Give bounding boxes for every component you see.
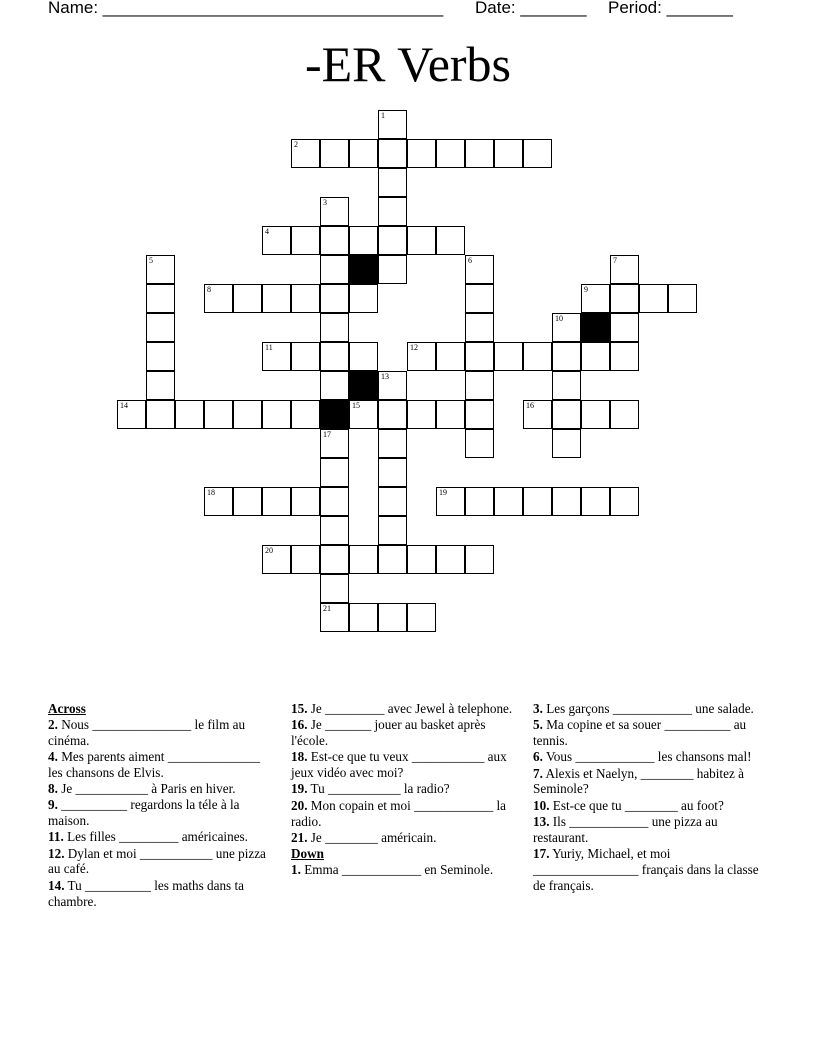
clue-item: [48, 717, 276, 749]
crossword-cell[interactable]: [552, 371, 581, 400]
crossword-cell[interactable]: [291, 342, 320, 371]
clue-number-label: 17.: [533, 846, 550, 862]
crossword-cell[interactable]: [378, 429, 407, 458]
clue-number-label: 14.: [48, 877, 65, 893]
crossword-block: [320, 400, 349, 429]
crossword-cell[interactable]: [523, 487, 552, 516]
crossword-cell[interactable]: [610, 313, 639, 342]
crossword-cell[interactable]: [494, 342, 523, 371]
crossword-cell[interactable]: [494, 139, 523, 168]
clue-text: Dylan et moi ___________ une pizza au café.: [48, 845, 266, 877]
clues-column-3: [533, 701, 761, 894]
clue-text: Les garçons ____________ une salade.: [542, 701, 754, 716]
crossword-cell[interactable]: [465, 487, 494, 516]
crossword-cell[interactable]: [349, 139, 378, 168]
across-clue-list: [48, 717, 276, 910]
clue-item: [48, 878, 276, 910]
crossword-cell[interactable]: [523, 400, 552, 429]
crossword-cell[interactable]: [465, 284, 494, 313]
crossword-cell[interactable]: [552, 487, 581, 516]
crossword-cell[interactable]: [320, 342, 349, 371]
crossword-cell[interactable]: [146, 255, 175, 284]
crossword-cell[interactable]: [291, 139, 320, 168]
crossword-cell[interactable]: [436, 400, 465, 429]
crossword-cell[interactable]: [610, 487, 639, 516]
clue-text: Tu __________ les maths dans ta chambre.: [48, 877, 244, 909]
clue-number: 16: [526, 401, 534, 410]
clues-column-2: [291, 701, 519, 878]
crossword-block: [349, 371, 378, 400]
clue-item: [291, 862, 519, 878]
crossword-cell[interactable]: [262, 284, 291, 313]
crossword-cell[interactable]: [494, 487, 523, 516]
crossword-cell[interactable]: [291, 487, 320, 516]
crossword-cell[interactable]: [320, 487, 349, 516]
crossword-cell[interactable]: [349, 545, 378, 574]
crossword-cell[interactable]: [262, 342, 291, 371]
crossword-cell[interactable]: [378, 516, 407, 545]
crossword-cell[interactable]: [436, 139, 465, 168]
clue-number: 17: [323, 430, 331, 439]
clue-number: 14: [120, 401, 128, 410]
crossword-cell[interactable]: [378, 400, 407, 429]
crossword-cell[interactable]: [465, 255, 494, 284]
clue-text: Vous ____________ les chansons mal!: [542, 749, 752, 765]
clue-number-label: 5.: [533, 717, 543, 733]
crossword-cell[interactable]: [320, 139, 349, 168]
crossword-cell[interactable]: [581, 400, 610, 429]
crossword-cell[interactable]: [320, 371, 349, 400]
crossword-cell[interactable]: [610, 342, 639, 371]
crossword-cell[interactable]: [320, 197, 349, 226]
clue-number-label: 21.: [291, 829, 308, 845]
crossword-cell[interactable]: [262, 400, 291, 429]
crossword-cell[interactable]: [407, 603, 436, 632]
clue-number: 11: [265, 343, 273, 352]
clue-text: Ma copine et sa souer __________ au tennis.: [533, 717, 747, 749]
crossword-cell[interactable]: [349, 400, 378, 429]
crossword-cell[interactable]: [320, 574, 349, 603]
crossword-cell[interactable]: [204, 284, 233, 313]
clue-number: 2: [294, 140, 298, 149]
clue-number-label: 11.: [48, 829, 64, 845]
clue-number-label: 6.: [533, 749, 543, 765]
crossword-cell[interactable]: [378, 458, 407, 487]
clue-number: 7: [613, 256, 617, 265]
crossword-cell[interactable]: [349, 284, 378, 313]
clue-item: [48, 797, 276, 829]
date-field-label[interactable]: Date: _______: [475, 0, 587, 17]
crossword-cell[interactable]: [523, 139, 552, 168]
clue-text: Mon copain et moi ____________ la radio.: [291, 797, 507, 829]
crossword-cell[interactable]: [407, 545, 436, 574]
clue-text: Nous _______________ le film au cinéma.: [48, 716, 246, 748]
clue-item: [48, 829, 276, 845]
clue-item: [291, 749, 519, 781]
crossword-cell[interactable]: [552, 342, 581, 371]
crossword-cell[interactable]: [407, 139, 436, 168]
crossword-cell[interactable]: [436, 226, 465, 255]
crossword-cell[interactable]: [436, 487, 465, 516]
crossword-cell[interactable]: [610, 400, 639, 429]
crossword-cell[interactable]: [320, 284, 349, 313]
clue-number: 6: [468, 256, 472, 265]
crossword-cell[interactable]: [291, 226, 320, 255]
down-heading: Down: [291, 846, 324, 862]
crossword-cell[interactable]: [378, 487, 407, 516]
clue-number: 4: [265, 227, 269, 236]
crossword-cell[interactable]: [378, 168, 407, 197]
clue-text: Je ___________ à Paris en hiver.: [57, 780, 236, 796]
clues-column-1: [48, 701, 276, 910]
crossword-cell[interactable]: [320, 516, 349, 545]
clue-number-label: 12.: [48, 845, 65, 861]
crossword-cell[interactable]: [262, 226, 291, 255]
crossword-cell[interactable]: [378, 255, 407, 284]
crossword-cell[interactable]: [349, 603, 378, 632]
clue-text: Je _______ jouer au basket après l'école.: [291, 717, 486, 749]
clue-item: [533, 814, 761, 846]
crossword-cell[interactable]: [349, 342, 378, 371]
clue-number-label: 8.: [48, 780, 58, 796]
crossword-cell[interactable]: [320, 429, 349, 458]
clue-item: [533, 749, 761, 765]
clue-number-label: 3.: [533, 701, 543, 716]
crossword-cell[interactable]: [436, 342, 465, 371]
crossword-cell[interactable]: [320, 458, 349, 487]
clue-item: [533, 717, 761, 749]
crossword-cell[interactable]: [465, 342, 494, 371]
crossword-cell[interactable]: [581, 487, 610, 516]
crossword-cell[interactable]: [204, 487, 233, 516]
crossword-cell[interactable]: [465, 400, 494, 429]
clue-number: 20: [265, 546, 273, 555]
crossword-cell[interactable]: [320, 545, 349, 574]
crossword-cell[interactable]: [523, 342, 552, 371]
clue-text: Est-ce que tu ________ au foot?: [549, 797, 724, 813]
crossword-cell[interactable]: [146, 284, 175, 313]
crossword-cell[interactable]: [291, 284, 320, 313]
clue-text: Mes parents aiment ______________ les chansons de Elvis.: [48, 748, 261, 780]
clue-number-label: 15.: [291, 701, 308, 716]
crossword-cell[interactable]: [349, 226, 378, 255]
crossword-block: [581, 313, 610, 342]
crossword-cell[interactable]: [291, 545, 320, 574]
crossword-cell[interactable]: [610, 255, 639, 284]
clue-item: [48, 781, 276, 797]
crossword-cell[interactable]: [552, 429, 581, 458]
crossword-cell[interactable]: [639, 284, 668, 313]
clue-item: [533, 701, 761, 717]
crossword-cell[interactable]: [668, 284, 697, 313]
clue-text: Alexis et Naelyn, ________ habitez à Seminole?: [533, 765, 744, 797]
crossword-cell[interactable]: [465, 429, 494, 458]
crossword-cell[interactable]: [146, 342, 175, 371]
crossword-cell[interactable]: [320, 603, 349, 632]
crossword-cell[interactable]: [175, 400, 204, 429]
clue-item: [291, 701, 519, 717]
clue-text: Yuriy, Michael, et moi ________________ français dans la classe de français.: [533, 846, 759, 893]
across-heading: Across: [48, 701, 86, 716]
crossword-cell[interactable]: [610, 284, 639, 313]
clue-number-label: 18.: [291, 749, 308, 765]
crossword-cell[interactable]: [146, 313, 175, 342]
clue-number: 3: [323, 198, 327, 207]
down-clue-list-continued: [533, 701, 761, 894]
clue-number-label: 10.: [533, 797, 550, 813]
crossword-cell[interactable]: [291, 400, 320, 429]
crossword-cell[interactable]: [262, 487, 291, 516]
clue-text: Les filles _________ américaines.: [63, 829, 248, 845]
clue-number-label: 19.: [291, 781, 308, 797]
clue-text: Est-ce que tu veux ___________ aux jeux vidéo avec moi?: [291, 749, 507, 781]
crossword-cell[interactable]: [233, 400, 262, 429]
clue-number-label: 4.: [48, 748, 58, 764]
crossword-cell[interactable]: [233, 284, 262, 313]
clue-number: 13: [381, 372, 389, 381]
clue-number: 15: [352, 401, 360, 410]
clue-number: 9: [584, 285, 588, 294]
crossword-cell[interactable]: [204, 400, 233, 429]
crossword-cell[interactable]: [117, 400, 146, 429]
crossword-cell[interactable]: [146, 371, 175, 400]
crossword-cell[interactable]: [465, 139, 494, 168]
clue-number-label: 1.: [291, 861, 301, 877]
clue-number: 21: [323, 604, 331, 613]
clue-text: Je _________ avec Jewel à telephone.: [307, 701, 513, 716]
clue-item: [291, 717, 519, 749]
crossword-cell[interactable]: [378, 545, 407, 574]
clue-number-label: 9.: [48, 797, 58, 813]
clue-item: [48, 749, 276, 781]
crossword-cell[interactable]: [436, 545, 465, 574]
clue-text: Emma ____________ en Seminole.: [300, 861, 494, 877]
name-field-label[interactable]: Name: ____________________________________: [48, 0, 444, 17]
crossword-cell[interactable]: [465, 313, 494, 342]
clue-number: 5: [149, 256, 153, 265]
crossword-cell[interactable]: [465, 371, 494, 400]
crossword-cell[interactable]: [407, 400, 436, 429]
crossword-cell[interactable]: [378, 226, 407, 255]
crossword-cell[interactable]: [320, 313, 349, 342]
across-clue-list-continued: [291, 701, 519, 846]
clue-number-label: 16.: [291, 717, 308, 733]
clue-text: __________ regardons la téle à la maison.: [48, 797, 240, 829]
crossword-cell[interactable]: [233, 487, 262, 516]
crossword-block: [349, 255, 378, 284]
period-field-label[interactable]: Period: _______: [608, 0, 733, 17]
clue-item: [48, 846, 276, 878]
clue-number: 8: [207, 285, 211, 294]
clue-item: [533, 846, 761, 893]
crossword-cell[interactable]: [407, 226, 436, 255]
crossword-cell[interactable]: [378, 197, 407, 226]
clue-item: [533, 798, 761, 814]
clue-number: 19: [439, 488, 447, 497]
clue-number-label: 20.: [291, 797, 308, 813]
clue-number-label: 7.: [533, 765, 543, 781]
clue-item: [533, 766, 761, 798]
clue-number-label: 2.: [48, 716, 58, 732]
page-title: -ER Verbs: [304, 36, 511, 92]
crossword-cell[interactable]: [378, 139, 407, 168]
crossword-cell[interactable]: [581, 342, 610, 371]
clue-text: Je ________ américain.: [307, 829, 437, 845]
down-clue-list: [291, 862, 519, 878]
clue-item: [291, 798, 519, 830]
crossword-cell[interactable]: [465, 545, 494, 574]
clue-number-label: 13.: [533, 814, 550, 830]
crossword-cell[interactable]: [320, 255, 349, 284]
clue-item: [291, 830, 519, 846]
crossword-cell[interactable]: [378, 603, 407, 632]
clue-number: 18: [207, 488, 215, 497]
clue-text: Tu ___________ la radio?: [307, 781, 450, 797]
crossword-cell[interactable]: [552, 400, 581, 429]
crossword-cell[interactable]: [320, 226, 349, 255]
crossword-cell[interactable]: [581, 284, 610, 313]
crossword-cell[interactable]: [407, 342, 436, 371]
crossword-cell[interactable]: [262, 545, 291, 574]
crossword-cell[interactable]: [552, 313, 581, 342]
clue-item: [291, 781, 519, 797]
crossword-cell[interactable]: [146, 400, 175, 429]
crossword-cell[interactable]: [378, 110, 407, 139]
clue-number: 12: [410, 343, 418, 352]
crossword-cell[interactable]: [378, 371, 407, 400]
clue-number: 10: [555, 314, 563, 323]
clue-text: Ils ____________ une pizza au restaurant.: [533, 814, 718, 845]
clue-number: 1: [381, 111, 385, 120]
